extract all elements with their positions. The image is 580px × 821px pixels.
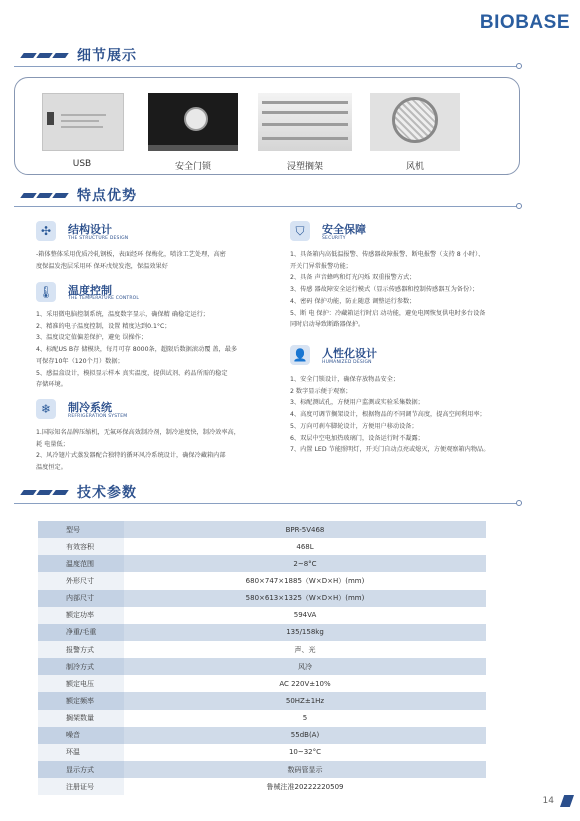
section-header-details [22,44,137,66]
spec-table [38,521,486,795]
table-row: 额定电压 AC 220V±10% [38,675,486,692]
feature-title-security: 安全保障 [322,223,366,236]
table-row: 温度范围 2~8°C [38,555,486,572]
feature-title-human: 人性化设计 [322,347,377,360]
divider-line [14,206,520,207]
section-title-specs: 技术参数 [77,485,137,501]
divider-line [14,66,520,67]
divider-line [14,503,520,504]
table-row: 净重/毛重 135/158kg [38,624,486,641]
table-row: 额定功率 594VA [38,607,486,624]
slash-decoration [22,193,67,198]
caption-usb: USB [72,159,92,169]
section-title-features: 特点优势 [77,188,137,204]
feature-body-security: 1、具备箱内高低温报警、传感器故障报警、断电报警（支持 8 小时）、 开关门异常报警功能； 2、具备 声音蜂鸣和灯光闪烁 双重报警方式； 3、传感 器故障安全运行模式（显示传感器和控制传感器互为备份）； 4、密码 保护功能，防止随意 调整运行参数； 5、断 电 保护：冷藏箱运行时启 动功能，避免电网恢复供电时多台设备 同时启动导致断路器保护。 [290,251,486,329]
table-row: 型号 BPR-5V468 [38,521,486,538]
table-row: 噪音 55dB(A) [38,727,486,744]
caption-door-lock: 安全门锁 [174,162,211,172]
feature-body-human: 1、安全门锁设计，确保存放物品安全； 2 数字显示便于观察； 3、标配测试孔，方便用户监测或实验采集数据； 4、高度可调节搁架设计，根据物品的不同调节高度，提高空间利用率； 5、万向可刹车脚轮设计，方便用户移动设备； 6、双层中空电加热玻璃门，设备运行时不凝露； 7、内置 LED 节能照明灯，开关门自动点亮或熄灭，方便观察箱内物品。 [290,376,490,454]
feature-sub-temp: THE TEMPERATURE CONTROL [68,296,140,301]
feature-sub-human: HUMANIZED DESIGN [322,360,372,365]
shield-icon: ⛉ [290,221,310,241]
shelf-photo [258,93,352,151]
feature-sub-security: SECURITY [322,236,346,241]
table-row: 显示方式 数码管显示 [38,761,486,778]
page-number: 14 [542,796,554,806]
divider-dot [516,63,522,69]
divider-dot [516,203,522,209]
snowflake-icon: ❄ [36,399,56,419]
feature-body-temp: 1、采用微电脑控制系统，温度数字显示，确保精 确稳定运行； 2、精准的电子温度控制，设置 精度达到0.1°C； 3、温度设定值偏差保护，避免 误操作； 4、标配US B存 储模块，每月可存 8000条，超限后数据滚动覆 盖，最多 可保存10年（120个月）数据； 5、感温盒设计，模拟显示样本 真实温度，提供试剂、药品所需的稳定 存储环境。 [36,311,238,389]
slash-decoration [22,53,67,58]
table-row: 环温 10~32°C [38,744,486,761]
usb-photo [42,93,124,151]
table-row: 制冷方式 风冷 [38,658,486,675]
feature-body-structure: -箱体整体采用优质冷轧钢板，表面经环 保梅化，喷涂工艺处理，高密 度保温发泡层采用环 保环戊烷发泡，保温效果好 [36,251,226,270]
feature-title-structure: 结构设计 [68,223,112,236]
door-lock-photo [148,93,238,151]
table-row: 有效容积 468L [38,538,486,555]
fan-photo [370,93,460,151]
structure-icon: ✣ [36,221,56,241]
feature-title-cooling: 制冷系统 [68,401,112,414]
section-header-features [22,184,137,206]
table-row: 注册证号 鲁械注准20222220509 [38,778,486,795]
feature-title-temp: 温度控制 [68,284,112,297]
person-icon: 👤 [290,345,310,365]
section-header-specs [22,481,137,503]
caption-fan: 风机 [405,162,424,172]
page-corner-mark [560,795,574,807]
section-title-details: 细节展示 [77,48,137,64]
divider-dot [516,500,522,506]
thermometer-icon: 🌡 [36,282,56,302]
caption-shelf: 浸塑搁架 [286,162,323,172]
feature-sub-structure: THE STRUCTURE DESIGN [68,236,129,241]
brand-logo: BIOBASE [479,12,570,33]
table-row: 搁架数量 5 [38,710,486,727]
slash-decoration [22,490,67,495]
table-row: 内部尺寸 580×613×1325（W×D×H）(mm) [38,590,486,607]
feature-sub-cooling: REFRIGERATION SYSTEM [68,414,128,419]
table-row: 额定频率 50HZ±1Hz [38,692,486,709]
feature-body-cooling: 1.国际知名品牌压缩机，无氟环保高效制冷剂，制冷速度快，制冷效率高， 耗 电量低； 2、风冷翅片式蒸发器配合独特的循环风冷系统设计，确保冷藏箱内部 温度恒定。 [36,429,240,472]
table-row: 报警方式 声、光 [38,641,486,658]
table-row: 外形尺寸 680×747×1885（W×D×H）(mm) [38,572,486,589]
